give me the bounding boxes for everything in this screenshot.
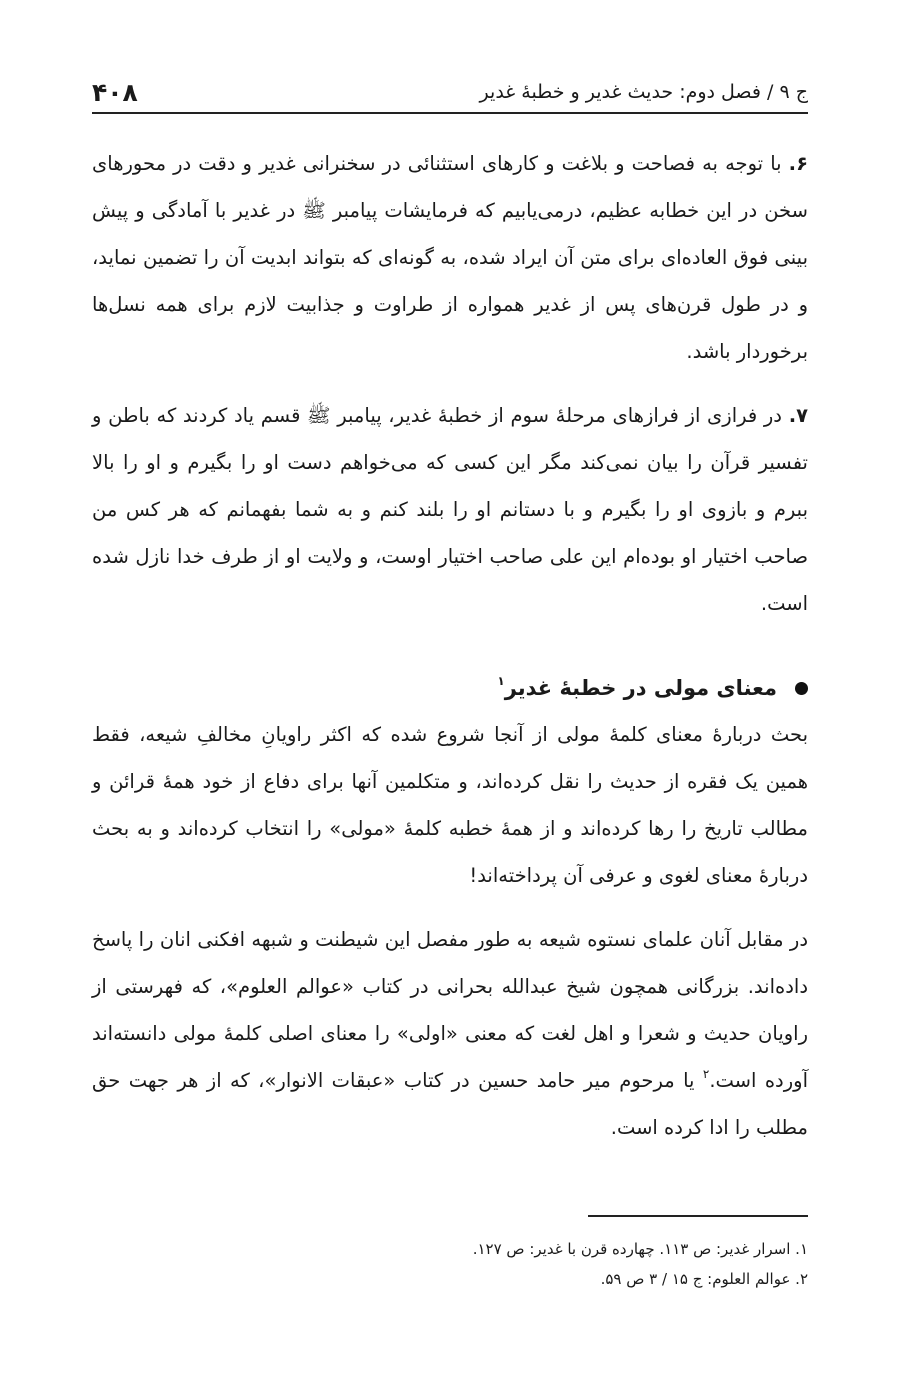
footnote-divider [588, 1215, 808, 1217]
paragraph-text: در مقابل آنان علمای نستوه شیعه به طور مفصل این شیطنت و شبهه افکنی انان را پاسخ داده‌اند. بزرگانی همچون شیخ عبدالله بحرانی در کتاب «عوالم العلوم»، که فهرستی از راویان حدیث و شعرا و اهل لغت که معنی «اولی» را معنای اصلی کلمهٔ مولی دانسته‌اند آورده است. [92, 928, 808, 1092]
section-paragraph-2 [92, 916, 808, 1151]
paragraph-text: در فرازی از فرازهای مرحلهٔ سوم از خطبهٔ غدیر، پیامبر ﷺ قسم یاد کردند که باطن و تفسیر قرآن را بیان نمی‌کند مگر این کسی که می‌خواهم دست او را بگیرم و او را بالا ببرم و بازوی او را بگیرم و با دستانم او را بلند کنم و به شما بفهمانم که هر کس من صاحب اختیار او بوده‌ام این علی صاحب اختیار اوست، و ولایت او از طرف خدا نازل شده است. [92, 404, 808, 615]
bullet-icon [795, 682, 808, 695]
paragraph-text: یا مرحوم میر حامد حسین در کتاب «عبقات الانوار»، که از هر جهت حق مطلب را ادا کرده است. [92, 1069, 808, 1139]
section-heading-text [497, 665, 777, 711]
footnote-ref-2: ۲ [702, 1066, 710, 1081]
heading-label: معنای مولی در خطبهٔ غدیر [504, 676, 777, 700]
section-paragraph-1: بحث دربارهٔ معنای کلمهٔ مولی از آنجا شروع شده که اکثر راویانِ مخالفِ شیعه، فقط همین یک فقره از حدیث را نقل کرده‌اند، و متکلمین آنها برای دفاع از خود همهٔ قرائن و مطالب تاریخ را رها کرده‌اند و از همهٔ خطبه کلمهٔ «مولی» را انتخاب کرده‌اند و به بحث دربارهٔ معنای لغوی و عرفی آن پرداخته‌اند! [92, 723, 808, 887]
footnote-1: ۱. اسرار غدیر: ص ۱۱۳. چهارده قرن با غدیر: ص ۱۲۷. [472, 1240, 808, 1258]
page-number: ۴۰۸ [92, 77, 138, 107]
footnote-2: ۲. عوالم العلوم: ج ۱۵ / ۳ ص ۵۹. [600, 1270, 808, 1288]
paragraph-number: ۷. [788, 404, 809, 427]
paragraph-text: با توجه به فصاحت و بلاغت و کارهای استثنائی در سخنرانی غدیر و دقت در محورهای سخن در این خطابه عظیم، درمی‌یابیم که فرمایشات پیامبر ﷺ در غدیر با آمادگی و پیش بینی فوق العاده‌ای برای متن آن ایراد شده، به گونه‌ای که بتواند ابدیت آن را تضمین نماید، و در طول قرن‌های پس از غدیر همواره از طراوت و جذابیت لازم برای همه نسل‌ها برخوردار باشد. [92, 152, 808, 363]
paragraph-7 [92, 392, 808, 627]
paragraph-6 [92, 140, 808, 375]
body-text [92, 140, 808, 1168]
footnotes [92, 1234, 808, 1294]
page-header [92, 72, 808, 114]
footnote-ref-1: ۱ [497, 674, 505, 688]
paragraph-number: ۶. [788, 152, 808, 175]
running-title: ج ۹ / فصل دوم: حدیث غدیر و خطبهٔ غدیر [479, 81, 808, 103]
section-heading [92, 665, 808, 711]
